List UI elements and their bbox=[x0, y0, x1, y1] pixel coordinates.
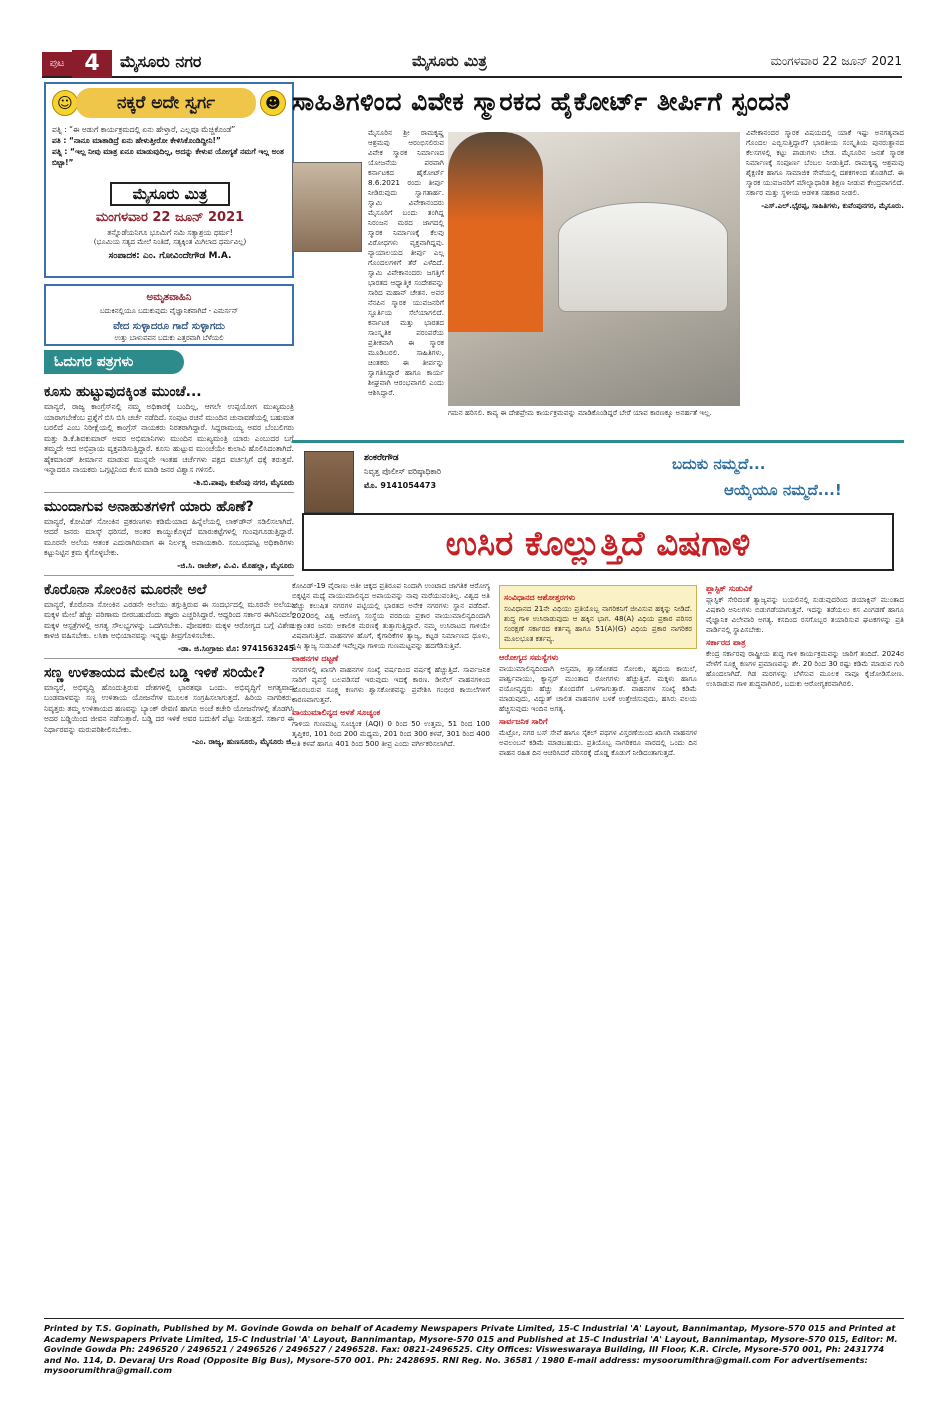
story-text: ಗಾಳಿಯ ಗುಣಮಟ್ಟ ಸೂಚ್ಯಂಕ (AQI) 0 ರಿಂದ 50 ಉತ್ತಮ, 51 ರಿಂದ 100 ತೃಪ್ತಿಕರ, 101 ರಿಂದ 200 ಮಧ್ಯಮ, 201 ರಿಂದ 300 ಕಳಪೆ, 301 ರಿಂದ 400 ಅತಿ ಕಳಪೆ ಹಾಗೂ 401 ರಿಂದ 500 ತೀವ್ರ ಎಂದು ವರ್ಗೀಕರಿಸಲಾಗಿದೆ. bbox=[292, 719, 490, 748]
story-column bbox=[292, 581, 490, 1311]
letter-title: ಕೂಸು ಹುಟ್ಟುವುದಕ್ಕಿಂತ ಮುಂಚೆ... bbox=[44, 384, 202, 400]
highlight-box bbox=[499, 585, 697, 649]
column-tagline: ಆಯ್ಕೆಯೂ ನಮ್ಮದೆ...! bbox=[724, 481, 842, 499]
letter-body: ಮಾನ್ಯರೆ, ರಾಜ್ಯ ಕಾಂಗ್ರೆಸ್‌ನಲ್ಲಿ ನಮ್ಮ ಅಧಿಕಾರಕ್ಕೆ ಬಂದಿಲ್ಲ, ಆಗಲೇ ಉಪ್ಪಯೋಗ ಮುಖ್ಯಮಂತ್ರಿ ಯಾರಾಗಬೇಕೆಂಬ ಪ್ರಶ್ನೆಗೆ ಬಿಸಿ ಬಿಸಿ ಚರ್ಚೆ ನಡೆದಿದೆ. ಸಂಪುಟ ರಚನೆ ಮುಂದಿನ ಚುನಾವಣೆಯಲ್ಲಿ ಬಹುಮತ ಬರಲಿದೆ ಎಂಬ ನಿರೀಕ್ಷೆಯಲ್ಲಿ ಕಾಂಗ್ರೆಸ್ ನಾಯಕರು ನಿರತರಾಗಿದ್ದಾರೆ. ಸಿದ್ದರಾಮಯ್ಯ ಅವರ ಬೆಂಬಲಿಗರು ಮತ್ತು ಡಿ.ಕೆ.ಶಿವಕುಮಾರ್ ಅವರ ಅಭಿಮಾನಿಗಳು ಮುಂದಿನ ಮುಖ್ಯಮಂತ್ರಿ ಯಾರು ಎಂಬುದರ ಬಗ್ಗೆ ತಮ್ಮದೇ ಆದ ಅಭಿಪ್ರಾಯ ವ್ಯಕ್ತಪಡಿಸುತ್ತಿದ್ದಾರೆ. ಕೂಸು ಹುಟ್ಟುವ ಮುಂಚೆಯೇ ಕುಲಾವಿ ಹೊಲಿಸಿದಂತಾಗಿದೆ. ಹೈಕಮಾಂಡ್ ತೀರ್ಮಾನ ಮಾಡುವ ಮುನ್ನವೇ ಇಂತಹ ಚರ್ಚೆಗಳು ಪಕ್ಷದ ವರ್ಚಸ್ಸಿಗೆ ಧಕ್ಕೆ ತರುತ್ತವೆ. ಇನ್ನಾದರೂ ನಾಯಕರು ಒಗ್ಗಟ್ಟಿನಿಂದ ಕೆಲಸ ಮಾಡಿ ಜನರ ವಿಶ್ವಾಸ ಗಳಿಸಲಿ. bbox=[44, 402, 294, 474]
story-column bbox=[746, 128, 904, 428]
masthead-logo: ಮೈಸೂರು ಮಿತ್ರ bbox=[110, 182, 230, 206]
subheading: ವಾಯುಮಾಲಿನ್ಯದ ಅಳತೆ ಸೂಚ್ಯಂಕ bbox=[292, 708, 381, 717]
letter-body: ಮಾನ್ಯರೆ, ಕೊರೊನಾ ಸೋಂಕಿನ ಎರಡನೇ ಅಲೆಯು ತಗ್ಗುತ್ತಿರುವ ಈ ಸಂದರ್ಭದಲ್ಲಿ ಮೂರನೇ ಅಲೆಯು ಮಕ್ಕಳ ಮೇಲೆ ಹೆಚ್ಚು ಪರಿಣಾಮ ಬೀರಬಹುದೆಂದು ತಜ್ಞರು ಎಚ್ಚರಿಸಿದ್ದಾರೆ. ಆದ್ದರಿಂದ ಸರ್ಕಾರ ಈಗಿನಿಂದಲೇ ಮಕ್ಕಳ ಆಸ್ಪತ್ರೆಗಳಲ್ಲಿ ಅಗತ್ಯ ಸೌಲಭ್ಯಗಳನ್ನು ಒದಗಿಸಬೇಕು. ಪೋಷಕರು ಮಕ್ಕಳ ಆರೋಗ್ಯದ ಬಗ್ಗೆ ವಿಶೇಷ ಕಾಳಜಿ ವಹಿಸಬೇಕು. ಲಸಿಕಾ ಅಭಿಯಾನವನ್ನು ಇನ್ನಷ್ಟು ತೀವ್ರಗೊಳಿಸಬೇಕು. bbox=[44, 599, 294, 640]
story-text: ನಗರಗಳಲ್ಲಿ ಖಾಸಗಿ ವಾಹನಗಳ ಸಂಖ್ಯೆ ವರ್ಷದಿಂದ ವರ್ಷಕ್ಕೆ ಹೆಚ್ಚುತ್ತಿದೆ. ಸಾರ್ವಜನಿಕ ಸಾರಿಗೆ ವ್ಯವಸ್ಥೆ ಬಲಪಡಿಸದೆ ಇರುವುದು ಇದಕ್ಕೆ ಕಾರಣ. ಡೀಸೆಲ್ ವಾಹನಗಳಿಂದ ಹೊರಬರುವ ಸೂಕ್ಷ್ಮ ಕಣಗಳು ಶ್ವಾಸಕೋಶವನ್ನು ಪ್ರವೇಶಿಸಿ ಗಂಭೀರ ಕಾಯಿಲೆಗಳಿಗೆ ಕಾರಣವಾಗುತ್ತವೆ. bbox=[292, 665, 490, 704]
letter-item bbox=[44, 492, 294, 571]
amruta-quote: ಬದುಕಿನಲ್ಲಿಯೂ ಬದುಕುವುದು ವೈಜ್ಞಾನಿಕವಾಗಿದೆ - ಎಮರ್ಸನ್ bbox=[99, 307, 239, 315]
humor-box bbox=[44, 82, 294, 278]
humor-lines bbox=[52, 124, 288, 168]
subheading: ಪ್ಲಾಸ್ಟಿಕ್ ಸುಡುವಿಕೆ bbox=[706, 584, 753, 593]
humor-line: ಪತ್ನಿ : “ಈ ಅಡುಗೆ ಕಾರ್ಯಕ್ರಮದಲ್ಲಿ ಏನು ಹೇಳ್ತಾರೆ, ಎಲ್ಲವೂ ಮೆಚ್ಚಿಕೊಂಡೆ” bbox=[52, 125, 236, 134]
masthead-tagline-2: (ಭೂಮಿಯ ಸತ್ಯದ ಮೇಲೆ ನಿಂತಿದೆ, ಸತ್ಯಕ್ಕಿಂತ ಮಿಗಿಲಾದ ಧರ್ಮವಿಲ್ಲ) bbox=[93, 238, 247, 246]
letter-body: ಮಾನ್ಯರೆ, ಕೋವಿಡ್ ಸೋಂಕಿನ ಪ್ರಕರಣಗಳು ಕಡಿಮೆಯಾದ ಹಿನ್ನೆಲೆಯಲ್ಲಿ ಲಾಕ್‌ಡೌನ್ ಸಡಿಲಿಸಲಾಗಿದೆ. ಆದರೆ ಜನರು ಮಾಸ್ಕ್ ಧರಿಸದೆ, ಅಂತರ ಕಾಯ್ದುಕೊಳ್ಳದೆ ಮಾರುಕಟ್ಟೆಗಳಲ್ಲಿ ಗುಂಪುಗೂಡುತ್ತಿದ್ದಾರೆ. ಮೂರನೇ ಅಲೆಯ ಆತಂಕ ಎದುರಾಗಿರುವಾಗ ಈ ನಿರ್ಲಕ್ಷ್ಯ ಅಪಾಯಕಾರಿ. ಸಂಬಂಧಪಟ್ಟ ಅಧಿಕಾರಿಗಳು ಕಟ್ಟುನಿಟ್ಟಿನ ಕ್ರಮ ಕೈಗೊಳ್ಳಬೇಕು. bbox=[44, 516, 294, 557]
story-text: ಕೋವಿಡ್-19 ವೈರಾಣು ಅತೀ ಚಿಕ್ಕದ ಪ್ರತಿರೂಪ ನಿಂದಾಗಿ ಉಂಟಾದ ಜಾಗತಿಕ ಆರೋಗ್ಯ ಬಿಕ್ಕಟ್ಟಿನ ಮಧ್ಯೆ ವಾಯುಮಾಲಿನ್ಯದ ಅಪಾಯವನ್ನು ನಾವು ಮರೆಯುವಂತಿಲ್ಲ. ವಿಶ್ವದ ಅತಿ ಹೆಚ್ಚು ಕಲುಷಿತ ನಗರಗಳ ಪಟ್ಟಿಯಲ್ಲಿ ಭಾರತದ ಅನೇಕ ನಗರಗಳು ಸ್ಥಾನ ಪಡೆದಿವೆ. 2020ರಲ್ಲಿ ವಿಶ್ವ ಆರೋಗ್ಯ ಸಂಸ್ಥೆಯ ವರದಿಯ ಪ್ರಕಾರ ವಾಯುಮಾಲಿನ್ಯದಿಂದಾಗಿ ಲಕ್ಷಾಂತರ ಜನರು ಅಕಾಲಿಕ ಮರಣಕ್ಕೆ ತುತ್ತಾಗುತ್ತಿದ್ದಾರೆ. ನಮ್ಮ ಉಸಿರಾಟದ ಗಾಳಿಯೇ ವಿಷವಾಗುತ್ತಿದೆ. ವಾಹನಗಳ ಹೊಗೆ, ಕೈಗಾರಿಕೆಗಳ ತ್ಯಾಜ್ಯ, ಕಟ್ಟಡ ನಿರ್ಮಾಣದ ಧೂಳು, ಕೃಷಿ ತ್ಯಾಜ್ಯ ಸುಡುವಿಕೆ ಇವೆಲ್ಲವೂ ಗಾಳಿಯ ಗುಣಮಟ್ಟವನ್ನು ಹದಗೆಡಿಸುತ್ತಿವೆ. bbox=[292, 581, 490, 650]
story-text: ಮೆಟ್ರೋ, ನಗರ ಬಸ್ ಸೇವೆ ಹಾಗೂ ಸೈಕಲ್ ಪಥಗಳ ವಿಸ್ತರಣೆಯಿಂದ ಖಾಸಗಿ ವಾಹನಗಳ ಅವಲಂಬನೆ ಕಡಿಮೆ ಮಾಡಬಹುದು. ಪ್ರತಿಯೊಬ್ಬ ನಾಗರಿಕರೂ ವಾರದಲ್ಲಿ ಒಂದು ದಿನ ವಾಹನ ರಹಿತ ದಿನ ಆಚರಿಸಿದರೆ ಪರಿಸರಕ್ಕೆ ದೊಡ್ಡ ಕೊಡುಗೆ ನೀಡಿದಂತಾಗುತ್ತದೆ. bbox=[499, 728, 697, 757]
paper-name: ಮೈಸೂರು ಮಿತ್ರ bbox=[412, 52, 487, 70]
story-text: ವಿವೇಕಾನಂದರ ಸ್ಮಾರಕ ವಿಷಯದಲ್ಲಿ ಯಾಕೆ ಇಷ್ಟು ಅನಗತ್ಯವಾದ ಗೊಂದಲ ಎಬ್ಬಿಸುತ್ತಿದ್ದಾರೆ? ಭಾರತೀಯ ಸಂಸ್ಕೃತಿಯ ಪುನರುತ್ಥಾನದ ಕೆಲಸಗಳಲ್ಲಿ ಕಟ್ಟು ಪಾಡುಗಳು ಬೇಡ. ಮೈಸೂರಿನ ಜನತೆ ಸ್ಮಾರಕ ನಿರ್ಮಾಣಕ್ಕೆ ಸಂಪೂರ್ಣ ಬೆಂಬಲ ನೀಡುತ್ತಿದೆ. ರಾಮಕೃಷ್ಣ ಆಶ್ರಮವು ಶೈಕ್ಷಣಿಕ ಹಾಗೂ ಸಾಮಾಜಿಕ ಸೇವೆಯಲ್ಲಿ ದಶಕಗಳಿಂದ ತೊಡಗಿದೆ. ಈ ಸ್ಮಾರಕ ಯುವಜನರಿಗೆ ಮೌಲ್ಯಾಧಾರಿತ ಶಿಕ್ಷಣ ನೀಡುವ ಕೇಂದ್ರವಾಗಲಿದೆ. ಸರ್ಕಾರ ಮತ್ತು ಸ್ಥಳೀಯ ಆಡಳಿತ ಸಹಕಾರ ನೀಡಲಿ. bbox=[746, 128, 904, 197]
letter-item bbox=[44, 658, 294, 748]
author-role: ನಿವೃತ್ತ ಪೊಲೀಸ್ ವರಿಷ್ಠಾಧಿಕಾರಿ bbox=[364, 467, 442, 476]
author-photo bbox=[304, 451, 354, 513]
subheading: ಸರ್ಕಾರದ ಪಾತ್ರ bbox=[706, 638, 746, 647]
section-name: ಮೈಸೂರು ನಗರ bbox=[120, 52, 202, 71]
letter-title: ಸಣ್ಣ ಉಳಿತಾಯದ ಮೇಲಿನ ಬಡ್ಡಿ ಇಳಿಕೆ ಸರಿಯೇ? bbox=[44, 664, 266, 681]
story-column bbox=[706, 581, 904, 1311]
imprint-footer: Printed by T.S. Gopinath, Published by M. Govinde Gowda on behalf of Academy Newspapers Private Limited, 15-C Industrial 'A' Layout, Bannimantap, Mysore-570 015 and Printed at Academy Newspapers Private Limited, 15-C Industrial 'A' Layout, Bannimantap, Mysore-570 015 and Published at 15-C Industrial 'A' Layout, Bannimantap, Mysore-570 015, Editor: M. Govinde Gowda Ph: 2496520 / 2496521 / 2496526 / 2496527 / 2496528. Fax: 0821-2496525. City Offices: Visweswaraya Building, III Floor, K.R. Circle, Mysore-570 001, Ph: 2431774 and No. 114, D. Devaraj Urs Road (Opposite Big Bus), Mysore-570 001. Ph: 2428695. RNI Reg. No. 36581 / 1980 E-mail address: mysoorumithra@gmail.com For advertisements: mysoorumithra@gmail.com bbox=[44, 1318, 904, 1398]
letter-signature: -ಜಿ.ಸಿ. ರಾಜೇಶ್, ವಿ.ವಿ. ಮೊಹಲ್ಲಾ, ಮೈಸೂರು bbox=[177, 560, 294, 570]
amruta-box bbox=[44, 284, 294, 346]
author-phone: ಮೊ. 9141054473 bbox=[364, 481, 437, 490]
proverb: ವೇದ ಸುಳ್ಳಾದರೂ ಗಾದೆ ಸುಳ್ಳಾಗದು bbox=[113, 321, 225, 332]
masthead-box bbox=[52, 182, 288, 272]
author-name: ಶಂಕರೇಗೌಡ bbox=[364, 453, 399, 463]
story-text: ಮೈಸೂರಿನ ಶ್ರೀ ರಾಮಕೃಷ್ಣ ಆಶ್ರಮವು ಆರಂಭಿಸಲಿರುವ ವಿವೇಕ ಸ್ಮಾರಕ ನಿರ್ಮಾಣದ ಯೋಜನೆಯ ಪರವಾಗಿ ಕರ್ನಾಟಕದ ಹೈಕೋರ್ಟ್ 8.6.2021 ರಂದು ತೀರ್ಪು ನೀಡಿರುವುದು ಸ್ವಾಗತಾರ್ಹ. ಸ್ವಾಮಿ ವಿವೇಕಾನಂದರು ಮೈಸೂರಿಗೆ ಬಂದು ತಂಗಿದ್ದ ನಿರಂಜನ ಮಠದ ಜಾಗದಲ್ಲಿ ಸ್ಮಾರಕ ನಿರ್ಮಾಣಕ್ಕೆ ಕೆಲವು ವಿರೋಧಗಳು ವ್ಯಕ್ತವಾಗಿದ್ದವು. ನ್ಯಾಯಾಲಯದ ತೀರ್ಪು ಎಲ್ಲ ಗೊಂದಲಗಳಿಗೆ ತೆರೆ ಎಳೆದಿದೆ. ಸ್ವಾಮಿ ವಿವೇಕಾನಂದರು ಜಗತ್ತಿಗೆ ಭಾರತದ ಆಧ್ಯಾತ್ಮಿಕ ಸಂದೇಶವನ್ನು ಸಾರಿದ ಮಹಾನ್ ಚೇತನ. ಅವರ ನೆನಪಿನ ಸ್ಮಾರಕ ಯುವಜನರಿಗೆ ಸ್ಫೂರ್ತಿಯ ಸೆಲೆಯಾಗಲಿದೆ. ಕರ್ನಾಟಕ ಮತ್ತು ಭಾರತದ ಸಾಂಸ್ಕೃತಿಕ ಪರಂಪರೆಯ ಪ್ರತೀಕವಾಗಿ ಈ ಸ್ಮಾರಕ ಮೂಡಿಬರಲಿ. ಸಾಹಿತಿಗಳು, ಚಿಂತಕರು ಈ ತೀರ್ಪನ್ನು ಸ್ವಾಗತಿಸಿದ್ದಾರೆ ಹಾಗೂ ಕಾರ್ಯ ಶೀಘ್ರವಾಗಿ ಆರಂಭವಾಗಲಿ ಎಂದು ಆಶಿಸಿದ್ದಾರೆ. bbox=[368, 128, 444, 397]
column-tagline: ಬದುಕು ನಮ್ಮದೆ... bbox=[672, 455, 766, 473]
subheading: ವಾಹನಗಳ ದಟ್ಟಣೆ bbox=[292, 654, 339, 663]
highlight-title: ಸಂವಿಧಾನದ ಆಶೋತ್ತರಗಳು bbox=[504, 593, 576, 602]
letter-item bbox=[44, 575, 294, 654]
proverb-sub: ಉತ್ತು ಬಾಳುವವನ ಬದುಕು ಎತ್ತರವಾಗಿ ಬೆಳೆಯಲಿ bbox=[114, 334, 224, 342]
letter-signature: -ಶಿ.ಬಿ.ಪಾಪು, ಕುವೆಂಪು ನಗರ, ಮೈಸೂರು bbox=[193, 477, 294, 487]
main-headline: ಸಾಹಿತಿಗಳಿಂದ ವಿವೇಕ ಸ್ಮಾರಕದ ಹೈಕೋರ್ಟ್ ತೀರ್ಪಿಗೆ ಸ್ಪಂದನೆ bbox=[292, 87, 791, 116]
column-body bbox=[292, 581, 904, 1311]
humor-line: ಪತ್ನಿ : “ಇಲ್ಲ ನೀವು ಮಾತ್ರ ಏನೂ ಮಾಡುವುದಿಲ್ಲ, ಅದನ್ನು ಕೇಳುವ ಯೋಗ್ಯತೆ ನಮಗೆ ಇಲ್ಲ ಅಂತ ಬಿಟ್ಟಾ!” bbox=[52, 147, 284, 167]
masthead-editor: ಸಂಪಾದಕ: ಎಂ. ಗೋವಿಂದೇಗೌಡ M.A. bbox=[108, 251, 232, 261]
laughing-face-icon: ☺ bbox=[52, 90, 78, 116]
letter-signature: -ಡಾ. ಜಿ.ಸಿಂಗ್ರಾಜು ಮೊ: 9741563245 bbox=[178, 643, 294, 653]
story-column bbox=[292, 128, 444, 428]
writer-photo bbox=[292, 162, 362, 252]
story-text: ಕೇಂದ್ರ ಸರ್ಕಾರವು ರಾಷ್ಟ್ರೀಯ ಶುದ್ಧ ಗಾಳಿ ಕಾರ್ಯಕ್ರಮವನ್ನು ಜಾರಿಗೆ ತಂದಿದೆ. 2024ರ ವೇಳೆಗೆ ಸೂಕ್ಷ್ಮ ಕಣಗಳ ಪ್ರಮಾಣವನ್ನು ಶೇ. 20 ರಿಂದ 30 ರಷ್ಟು ಕಡಿಮೆ ಮಾಡುವ ಗುರಿ ಹೊಂದಲಾಗಿದೆ. ಗಿಡ ಮರಗಳನ್ನು ಬೆಳೆಸುವ ಮೂಲಕ ನಾವೂ ಕೈಜೋಡಿಸೋಣ. ಉಸಿರಾಡುವ ಗಾಳಿ ಶುದ್ಧವಾಗಿರಲಿ, ಬದುಕು ಆರೋಗ್ಯಕರವಾಗಿರಲಿ. bbox=[706, 649, 904, 688]
page-header bbox=[42, 50, 902, 78]
letters-section-title: ಓದುಗರ ಪತ್ರಗಳು bbox=[44, 350, 184, 374]
memorial-model-image bbox=[448, 132, 740, 406]
image-caption: ಗಮನ ಹರಿಸಲಿ. ಕಾವ್ಯ ಈ ದೇಶಪ್ರೇಮ ಕಾರ್ಯಕ್ರಮವನ್ನು ಮಾಡಿಕೊಂಡಿದ್ದರೆ ಬೇರೆ ಯಾವ ಕಾರಣಕ್ಕೂ ಅನರ್ಹತೆ ಇಲ್ಲ. bbox=[448, 408, 712, 417]
sidebar bbox=[44, 82, 294, 1310]
header-date: ಮಂಗಳವಾರ 22 ಜೂನ್ 2021 bbox=[770, 54, 902, 68]
column-headline: ಉಸಿರ ಕೊಲ್ಲುತ್ತಿದೆ ವಿಷಗಾಳಿ bbox=[302, 513, 894, 571]
masthead-tagline: ತನ್ನೊಡೆಯನಿಗೂ ಭೂಮಿಗೆ ನಮಿ ಸತ್ಯಾಶ್ರಯ ಧರ್ಮ! bbox=[107, 228, 233, 237]
letters-list bbox=[44, 378, 294, 1308]
subheading: ಆರೋಗ್ಯದ ಸಮಸ್ಯೆಗಳು bbox=[499, 653, 559, 662]
laughing-face-icon: ☻ bbox=[260, 90, 286, 116]
humor-title: ನಕ್ಕರೆ ಅದೇ ಸ್ವರ್ಗ bbox=[76, 88, 256, 118]
memorial-building-model bbox=[558, 202, 728, 312]
amruta-title: ಅಮೃತವಾಹಿನಿ bbox=[146, 292, 192, 303]
subheading: ಸಾರ್ವಜನಿಕ ಸಾರಿಗೆ bbox=[499, 717, 548, 726]
masthead-date: ಮಂಗಳವಾರ 22 ಜೂನ್ 2021 bbox=[95, 210, 245, 225]
letter-body: ಮಾನ್ಯರೆ, ಅಭಿವೃದ್ಧಿ ಹೊಂದುತ್ತಿರುವ ದೇಶಗಳಲ್ಲಿ ಭಾರತವೂ ಒಂದು. ಅಭಿವೃದ್ಧಿಗೆ ಅಗತ್ಯವಾದ ಬಂಡವಾಳವನ್ನು ಸಣ್ಣ ಉಳಿತಾಯ ಯೋಜನೆಗಳ ಮೂಲಕ ಸಂಗ್ರಹಿಸಲಾಗುತ್ತದೆ. ಹಿರಿಯ ನಾಗರಿಕರು, ನಿವೃತ್ತರು ತಮ್ಮ ಉಳಿತಾಯದ ಹಣವನ್ನು ಬ್ಯಾಂಕ್ ಠೇವಣಿ ಹಾಗೂ ಅಂಚೆ ಕಚೇರಿ ಯೋಜನೆಗಳಲ್ಲಿ ತೊಡಗಿಸಿ ಅದರ ಬಡ್ಡಿಯಿಂದ ಜೀವನ ನಡೆಸುತ್ತಾರೆ. ಬಡ್ಡಿ ದರ ಇಳಿಕೆ ಅವರ ಬದುಕಿಗೆ ಪೆಟ್ಟು ನೀಡುತ್ತದೆ. ಸರ್ಕಾರ ಈ ನಿರ್ಧಾರವನ್ನು ಮರುಪರಿಶೀಲಿಸಬೇಕು. bbox=[44, 682, 294, 734]
humor-line: ಪತಿ : “ನಾನೂ ಮಾತಾಡಿದ್ರೆ ಏನು ಹೇಳುತ್ತೀರೋ ಕೇಳಿಸಿಕೊಂಡಿದ್ದೀನಿ!” bbox=[52, 136, 221, 145]
page-number: 4 bbox=[72, 50, 112, 78]
highlight-text: ಸಂವಿಧಾನದ 21ನೇ ವಿಧಿಯು ಪ್ರತಿಯೊಬ್ಬ ನಾಗರಿಕನಿಗೆ ಜೀವಿಸುವ ಹಕ್ಕನ್ನು ನೀಡಿದೆ. ಶುದ್ಧ ಗಾಳಿ ಉಸಿರಾಡುವುದು ಆ ಹಕ್ಕಿನ ಭಾಗ. 48(A) ವಿಧಿಯ ಪ್ರಕಾರ ಪರಿಸರ ಸಂರಕ್ಷಣೆ ಸರ್ಕಾರದ ಕರ್ತವ್ಯ ಹಾಗೂ 51(A)(G) ವಿಧಿಯ ಪ್ರಕಾರ ನಾಗರಿಕರ ಮೂಲಭೂತ ಕರ್ತವ್ಯ. bbox=[504, 604, 692, 643]
letter-signature: -ಎಂ. ರಾಜ್ಯ, ಹುಣಸೂರು, ಮೈಸೂರು ಜಿ. bbox=[191, 737, 294, 746]
story-text: ವಾಯುಮಾಲಿನ್ಯದಿಂದಾಗಿ ಅಸ್ತಮಾ, ಶ್ವಾಸಕೋಶದ ಸೋಂಕು, ಹೃದಯ ಕಾಯಿಲೆ, ಪಾರ್ಶ್ವವಾಯು, ಕ್ಯಾನ್ಸರ್ ಮುಂತಾದ ರೋಗಗಳು ಹೆಚ್ಚುತ್ತಿವೆ. ಮಕ್ಕಳು ಹಾಗೂ ವಯೋವೃದ್ಧರು ಹೆಚ್ಚು ತೊಂದರೆಗೆ ಒಳಗಾಗುತ್ತಾರೆ. ವಾಹನಗಳ ಸಂಖ್ಯೆ ಕಡಿಮೆ ಮಾಡುವುದು, ವಿದ್ಯುತ್ ಚಾಲಿತ ವಾಹನಗಳ ಬಳಕೆ ಉತ್ತೇಜಿಸುವುದು, ಹಸಿರು ವಲಯ ಹೆಚ್ಚಿಸುವುದು ಇಂದಿನ ಅಗತ್ಯ. bbox=[499, 664, 697, 713]
story-column bbox=[499, 581, 697, 1311]
letter-title: ಮುಂದಾಗುವ ಅನಾಹುತಗಳಿಗೆ ಯಾರು ಹೊಣೆ? bbox=[44, 498, 254, 515]
story-text: ಪ್ಲಾಸ್ಟಿಕ್ ಸೇರಿದಂತೆ ತ್ಯಾಜ್ಯವನ್ನು ಬಯಲಿನಲ್ಲಿ ಸುಡುವುದರಿಂದ ಡಯಾಕ್ಸಿನ್ ಮುಂತಾದ ವಿಷಕಾರಿ ಅನಿಲಗಳು ಬಿಡುಗಡೆಯಾಗುತ್ತವೆ. ಇದನ್ನು ತಡೆಯಲು ಕಸ ವಿಂಗಡಣೆ ಹಾಗೂ ವೈಜ್ಞಾನಿಕ ವಿಲೇವಾರಿ ಅಗತ್ಯ. ಕಸದಿಂದ ರಸಗೊಬ್ಬರ ತಯಾರಿಸುವ ಘಟಕಗಳನ್ನು ಪ್ರತಿ ವಾರ್ಡಿನಲ್ಲಿ ಸ್ಥಾಪಿಸಬೇಕು. bbox=[706, 595, 904, 634]
page-label: ಪುಟ bbox=[42, 52, 72, 76]
column-story bbox=[292, 440, 904, 1310]
vivekananda-portrait bbox=[448, 132, 543, 332]
story-signature: -ಎಸ್.ಎಲ್.ಭೈರಪ್ಪ, ಸಾಹಿತಿಗಳು, ಕುವೆಂಪುನಗರ, ಮೈಸೂರು. bbox=[761, 201, 904, 210]
main-story bbox=[292, 82, 904, 432]
letter-title: ಕೊರೊನಾ ಸೋಂಕಿನ ಮೂರನೇ ಅಲೆ bbox=[44, 581, 207, 598]
letter-item bbox=[44, 384, 294, 488]
